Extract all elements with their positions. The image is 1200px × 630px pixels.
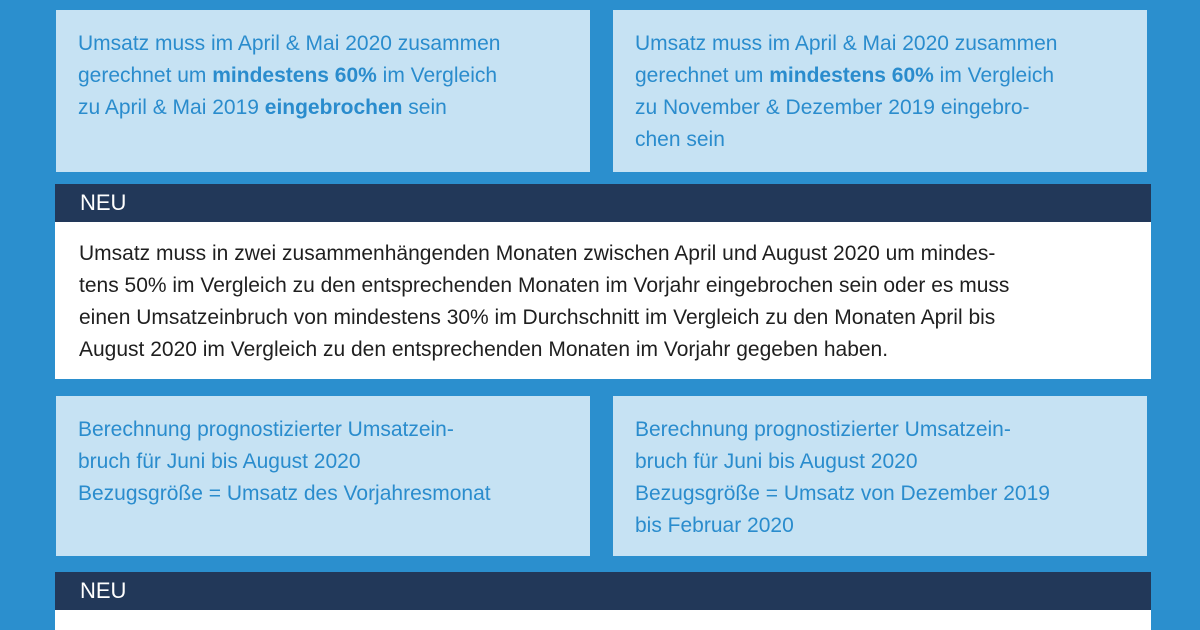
criteria-box-april-may-2019	[56, 10, 590, 172]
forecast-box-previous-year	[56, 396, 590, 556]
box-line: zu April & Mai 2019 eingebrochen sein	[78, 96, 447, 119]
new-section-header-2: NEU	[55, 572, 1151, 610]
box-line: Berechnung prognostizierter Umsatzein-	[78, 418, 454, 441]
box-line: Bezugsgröße = Umsatz von Dezember 2019	[635, 482, 1050, 505]
panel-line: August 2020 im Vergleich zu den entsprechenden Monaten im Vorjahr gegeben haben.	[79, 338, 889, 361]
box-line: gerechnet um mindestens 60% im Vergleich	[635, 64, 1055, 87]
new-section-header: NEU	[55, 184, 1151, 222]
box-line: Bezugsgröße = Umsatz des Vorjahresmonat	[78, 482, 491, 505]
new-criteria-text	[55, 222, 1151, 379]
panel-line: Umsatz muss in zwei zusammenhängenden Monaten zwischen April und August 2020 um mindes-	[79, 242, 996, 265]
box-line: Berechnung prognostizierter Umsatzein-	[635, 418, 1011, 441]
box-line: Umsatz muss im April & Mai 2020 zusammen	[78, 32, 501, 55]
box-line: bruch für Juni bis August 2020	[635, 450, 918, 473]
box-line: Umsatz muss im April & Mai 2020 zusammen	[635, 32, 1058, 55]
box-line: gerechnet um mindestens 60% im Vergleich	[78, 64, 498, 87]
panel-line: tens 50% im Vergleich zu den entsprechenden Monaten im Vorjahr eingebrochen sein oder es muss	[79, 274, 1010, 297]
panel-line: einen Umsatzeinbruch von mindestens 30% im Durchschnitt im Vergleich zu den Monaten April bis	[79, 306, 996, 329]
box-line: bruch für Juni bis August 2020	[78, 450, 361, 473]
box-line: zu November & Dezember 2019 eingebro-	[635, 96, 1030, 119]
criteria-box-nov-dec-2019	[613, 10, 1147, 172]
box-line: bis Februar 2020	[635, 514, 794, 537]
box-line: chen sein	[635, 128, 725, 151]
forecast-box-dec-feb	[613, 396, 1147, 556]
new-criteria-text-2	[55, 610, 1151, 630]
